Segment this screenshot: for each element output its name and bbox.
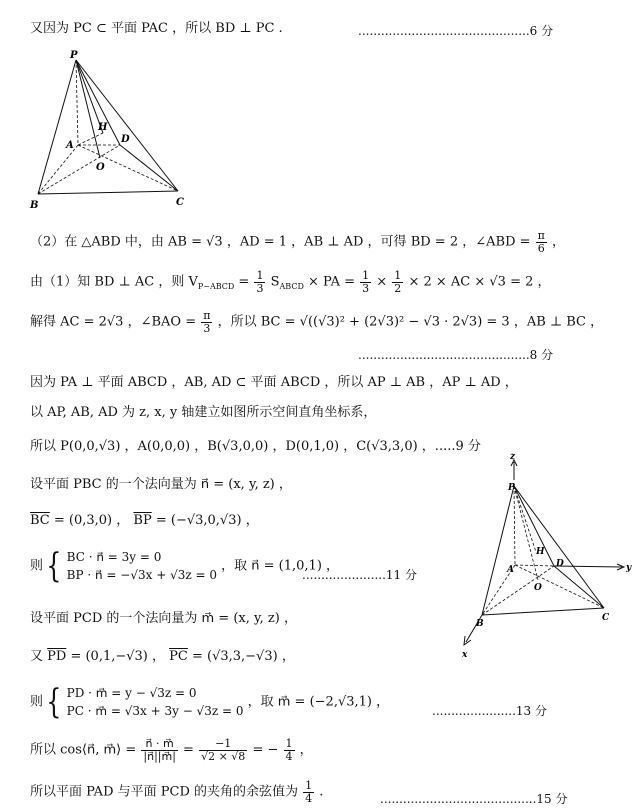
line-2-text: （2）在 △ABD 中，由 AB = √3 ，AD = 1 ，AB ⊥ AD ，可得 BD = 2 ，∠ABD = (30, 234, 531, 250)
proof-line-8: 设平面 PBC 的一个法向量为 n⃗ = (x, y, z) ， (30, 477, 292, 492)
fraction-dot-product: $\frac{n⃗ \cdot m⃗}{|n⃗||m⃗|}$ (143, 737, 176, 763)
axis-y-label: y (626, 563, 632, 573)
label2-P: P (508, 483, 515, 493)
fraction-minus-one: $\frac{-1}{√2 \times √8}$ (201, 737, 246, 763)
label2-D: D (556, 559, 564, 569)
label-C: C (176, 197, 184, 208)
proof-line-12: 又 $\overline{PD} = (0,1,-√3)$ ， $\overline{PC} = (√3,3,-√3)$ ， (30, 649, 295, 664)
label2-B: B (476, 619, 484, 629)
score-15: .........................................15 分 (380, 792, 568, 806)
axis-x-label: x (462, 650, 468, 660)
score-13: ......................13 分 (432, 704, 548, 718)
proof-line-13: 则{ PD · m⃗ = y − √3z = 0 PC · m⃗ = √3x + 3y − √3z = 0 ，取 m⃗ = (−2,√3,1) ， (30, 682, 390, 722)
label2-H: H (536, 547, 545, 557)
label-B: B (30, 200, 39, 211)
label-P: P (70, 50, 78, 61)
system-2-row-2: PC · m⃗ = √3x + 3y − √3z = 0 (66, 704, 244, 718)
proof-line-7: 所以 P(0,0,√3) ，A(0,0,0) ，B(√3,0,0) ，D(0,1,0) ，C(√3,3,0) ，.....9 分 (30, 439, 481, 454)
system-2-row-1: PD · m⃗ = y − √3z = 0 (66, 686, 197, 700)
label2-O: O (534, 583, 542, 593)
label-D: D (121, 134, 130, 145)
label2-C: C (602, 613, 610, 623)
score-6: .............................................6 分 (358, 24, 554, 38)
score-8: .............................................8 分 (358, 348, 554, 362)
system-1-row-1: BC · n⃗ = 3y = 0 (66, 550, 162, 564)
proof-line-3: 由（1）知 BD ⊥ AC ，则 $V_{P-ABCD}$ = $\frac{1}{3}$ $S_{ABCD}$ × PA = $\frac{1}{3}$ × $\frac{1}{2}$ × 2 × AC × √3 = 2 ， (30, 269, 551, 295)
axis-z-label: z (510, 452, 516, 462)
fraction-answer: $\frac{1}{4}$ (305, 779, 313, 805)
fraction-1-3-b: $\frac{1}{3}$ (362, 269, 370, 295)
label-H: H (98, 122, 108, 133)
proof-line-2: （2）在 △ABD 中，由 AB = √3 ，AD = 1 ，AB ⊥ AD ，可得 BD = 2 ，∠ABD = $\frac{\pi}{6}$ ， (30, 229, 566, 255)
proof-line-5: 因为 PA ⊥ 平面 ABCD ，AB, AD ⊂ 平面 ABCD ，所以 AP ⊥ AB ，AP ⊥ AD ， (30, 375, 518, 390)
fraction-pi-6: $\frac{\pi}{6}$ (537, 229, 545, 255)
label2-A: A (507, 565, 514, 575)
label-A: A (66, 140, 74, 151)
fraction-pi-3: $\frac{\pi}{3}$ (203, 309, 211, 335)
proof-line-10: 则{ BC · n⃗ = 3y = 0 BP · n⃗ = −√3x + √3z = 0 ，取 n⃗ = (1,0,1) ， (30, 546, 340, 586)
pyramid-figure-1 (20, 48, 200, 218)
proof-line-11: 设平面 PCD 的一个法向量为 m⃗ = (x, y, z) ， (30, 611, 297, 626)
proof-line-15: 所以平面 PAD 与平面 PCD 的夹角的余弦值为 $\frac{1}{4}$ . (30, 779, 324, 805)
proof-line-9: $\overline{BC} = (0,3,0)$ ， $\overline{BP} = (-√3,0,√3)$ ， (30, 513, 259, 528)
fraction-1-3: $\frac{1}{3}$ (256, 269, 264, 295)
system-1-row-2: BP · n⃗ = −√3x + √3z = 0 (66, 568, 217, 582)
proof-line-6: 以 AP, AB, AD 为 z, x, y 轴建立如图所示空间直角坐标系， (30, 405, 377, 420)
fraction-1-4: $\frac{1}{4}$ (285, 737, 293, 763)
proof-line-4: 解得 AC = 2√3 ，∠BAO = $\frac{\pi}{3}$ ，所以 BC = √((√3)² + (2√3)² − √3 · 2√3) = 3 ，AB ⊥ BC ， (30, 309, 604, 335)
score-11: ......................11 分 (302, 568, 418, 582)
label-O: O (96, 162, 105, 173)
coordinate-figure-2 (452, 450, 638, 660)
fraction-1-2: $\frac{1}{2}$ (394, 269, 402, 295)
proof-line-1: 又因为 PC ⊂ 平面 PAC ，所以 BD ⊥ PC . (30, 21, 283, 36)
proof-line-14: 所以 cos⟨n⃗, m⃗⟩ = $\frac{n⃗ \cdot m⃗}{|n⃗||m⃗|}$ = $\frac{-1}{√2 \times √8}$ = − $\frac{1}{4}$ ， (30, 737, 313, 763)
